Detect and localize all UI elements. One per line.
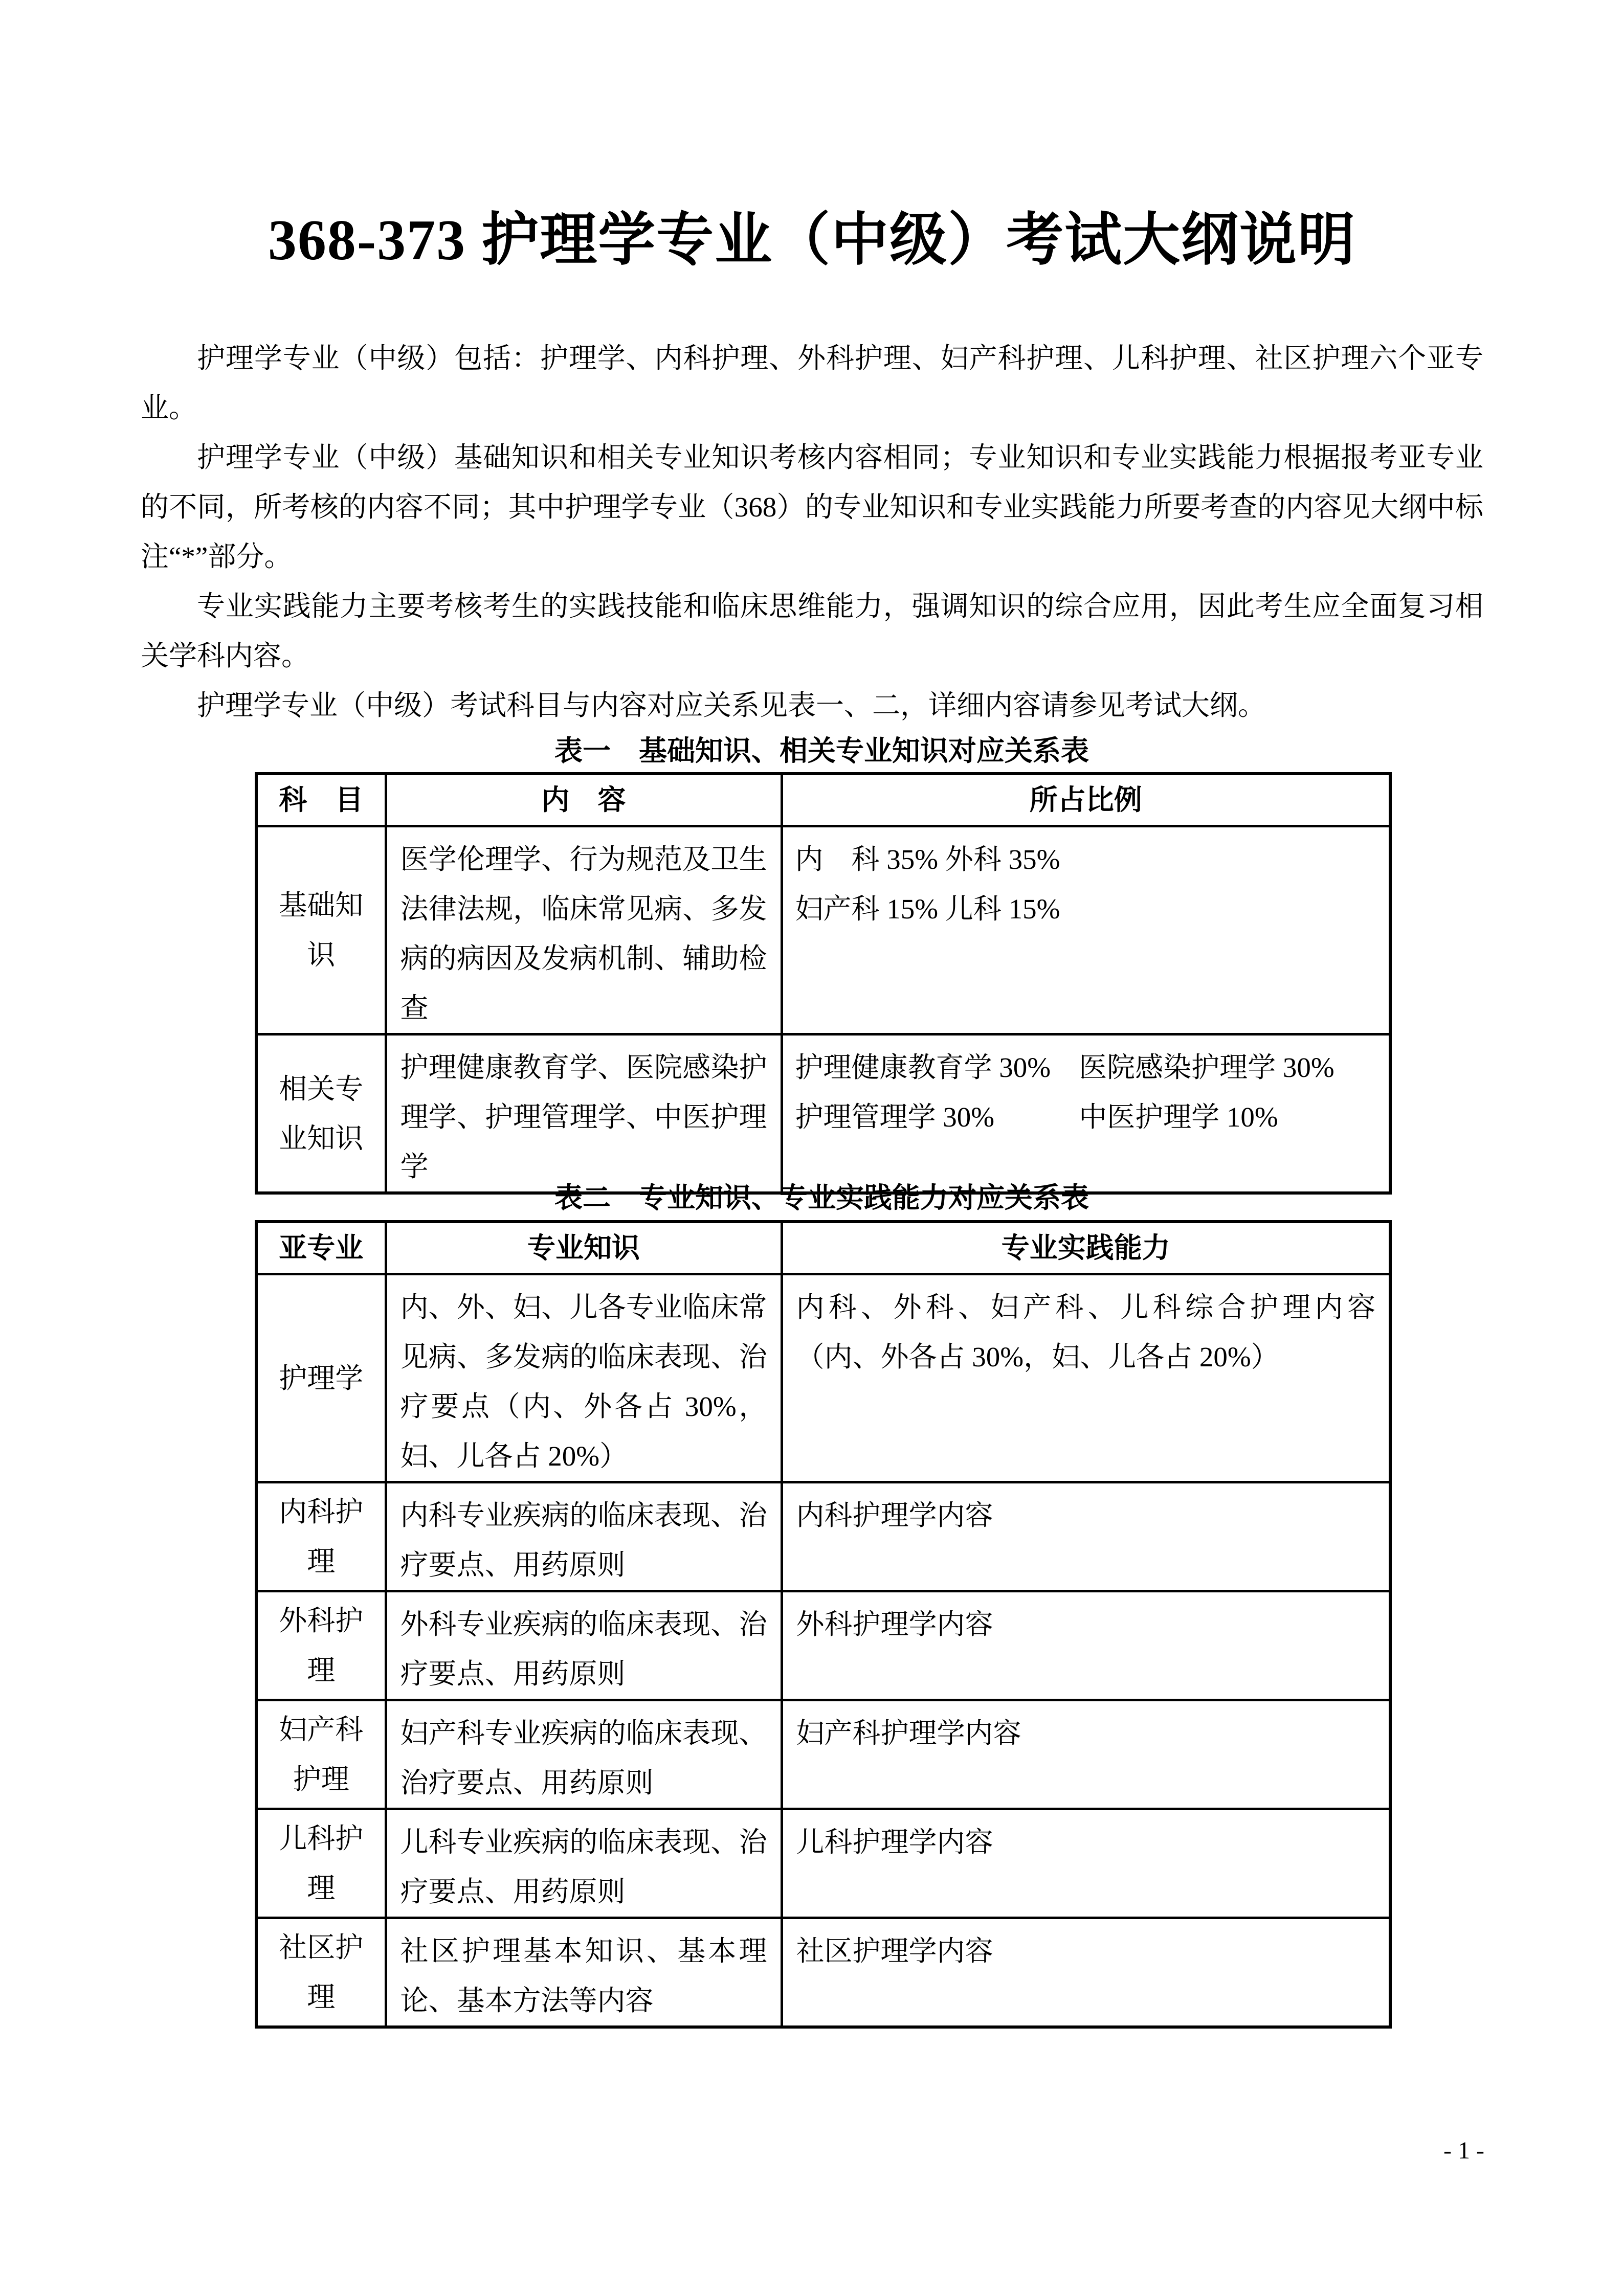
knowledge-cell: 内科专业疾病的临床表现、治疗要点、用药原则 xyxy=(386,1482,782,1591)
table2-row xyxy=(256,1591,1390,1700)
ratio-line: 内 科 35% 外科 35% xyxy=(795,844,1060,875)
table2-header-row xyxy=(256,1222,1390,1274)
table2-row xyxy=(256,1700,1390,1809)
practice-cell: 内科、外科、妇产科、儿科综合护理内容（内、外各占 30%，妇、儿各占 20%） xyxy=(782,1274,1390,1482)
table2-row xyxy=(256,1918,1390,2028)
subject-cell: 社区护理 xyxy=(256,1918,386,2028)
subject-cell: 基础知识 xyxy=(256,826,386,1034)
knowledge-cell: 妇产科专业疾病的临床表现、治疗要点、用药原则 xyxy=(386,1700,782,1809)
practice-cell: 儿科护理学内容 xyxy=(782,1809,1390,1918)
content-cell: 护理健康教育学、医院感染护理学、护理管理学、中医护理学 xyxy=(386,1034,782,1194)
knowledge-cell: 外科专业疾病的临床表现、治疗要点、用药原则 xyxy=(386,1591,782,1700)
table2 xyxy=(255,1220,1392,2029)
table2-caption: 表二 专业知识、专业实践能力对应关系表 xyxy=(554,1182,1089,1213)
practice-cell: 外科护理学内容 xyxy=(782,1591,1390,1700)
subject-cell: 内科护理 xyxy=(256,1482,386,1591)
ratio-line: 妇产科 15% 儿科 15% xyxy=(795,893,1060,925)
table2-row xyxy=(256,1482,1390,1591)
table2-header-subspecialty: 亚专业 xyxy=(256,1222,386,1274)
table2-row xyxy=(256,1809,1390,1918)
subject-cell: 儿科护理 xyxy=(256,1809,386,1918)
document-title: 368-373 护理学专业（中级）考试大纲说明 xyxy=(268,209,1356,272)
table1-row xyxy=(256,1034,1390,1194)
subject-cell: 护理学 xyxy=(256,1274,386,1482)
body-paragraphs xyxy=(141,333,1483,730)
table2-header-practice: 专业实践能力 xyxy=(782,1222,1390,1274)
practice-cell: 内科护理学内容 xyxy=(782,1482,1390,1591)
knowledge-cell: 内、外、妇、儿各专业临床常见病、多发病的临床表现、治疗要点（内、外各占 30%，妇、儿各占 20%） xyxy=(386,1274,782,1482)
paragraph: 护理学专业（中级）包括：护理学、内科护理、外科护理、妇产科护理、儿科护理、社区护理六个亚专业。 xyxy=(141,343,1483,423)
practice-cell: 社区护理学内容 xyxy=(782,1918,1390,2028)
knowledge-cell: 社区护理基本知识、基本理论、基本方法等内容 xyxy=(386,1918,782,2028)
ratio-cell xyxy=(782,1034,1390,1194)
table1-header-row xyxy=(256,774,1390,826)
table1-header-content: 内 容 xyxy=(386,774,782,826)
paragraph: 护理学专业（中级）考试科目与内容对应关系见表一、二，详细内容请参见考试大纲。 xyxy=(197,690,1266,721)
table1-caption: 表一 基础知识、相关专业知识对应关系表 xyxy=(554,735,1089,767)
table1 xyxy=(255,772,1392,1195)
practice-cell: 妇产科护理学内容 xyxy=(782,1700,1390,1809)
ratio-line: 护理健康教育学 30% 医院感染护理学 30% xyxy=(795,1052,1334,1083)
table1-row xyxy=(256,826,1390,1034)
paragraph: 专业实践能力主要考核考生的实践技能和临床思维能力，强调知识的综合应用，因此考生应全面复习相关学科内容。 xyxy=(141,591,1483,671)
table2-header-knowledge: 专业知识 xyxy=(386,1222,782,1274)
subject-cell: 妇产科护理 xyxy=(256,1700,386,1809)
page-number: - 1 - xyxy=(1443,2137,1484,2164)
table1-header-ratio: 所占比例 xyxy=(782,774,1390,826)
subject-cell: 相关专业知识 xyxy=(256,1034,386,1194)
paragraph: 护理学专业（中级）基础知识和相关专业知识考核内容相同；专业知识和专业实践能力根据报考亚专业的不同，所考核的内容不同；其中护理学专业（368）的专业知识和专业实践能力所要考查的内容见大纲中标注“*”部分。 xyxy=(141,442,1483,572)
table2-row xyxy=(256,1274,1390,1482)
ratio-cell xyxy=(782,826,1390,1034)
subject-cell: 外科护理 xyxy=(256,1591,386,1700)
ratio-line: 护理管理学 30% 中医护理学 10% xyxy=(795,1101,1278,1133)
content-cell: 医学伦理学、行为规范及卫生法律法规，临床常见病、多发病的病因及发病机制、辅助检查 xyxy=(386,826,782,1034)
knowledge-cell: 儿科专业疾病的临床表现、治疗要点、用药原则 xyxy=(386,1809,782,1918)
table1-header-subject: 科 目 xyxy=(256,774,386,826)
